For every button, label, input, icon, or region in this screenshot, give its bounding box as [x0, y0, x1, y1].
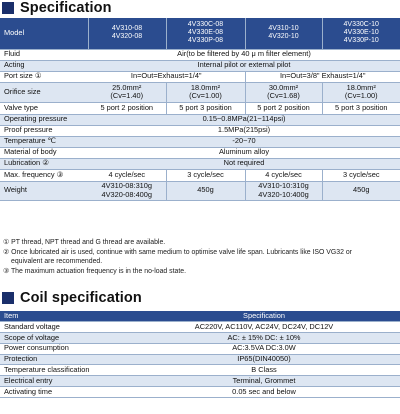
operating-pressure-row [0, 114, 400, 125]
material-value: Aluminum alloy [88, 147, 400, 158]
proof-pressure-row [0, 125, 400, 136]
heading-square-icon [2, 2, 14, 14]
note-3-icon: ③ [56, 169, 64, 179]
coil-value: Terminal, Grommet [128, 376, 400, 387]
coil-item: Temperature classification [0, 365, 128, 376]
port-size-10: In=Out=3/8" Exhaust=1/4" [245, 71, 400, 82]
footnote: ③ The maximum actuation frequency is in the no-load state. [3, 267, 187, 275]
model-cell: 4V330C-08 4V330E-08 4V330P-08 [166, 18, 245, 49]
coil-value: AC: ± 15% DC: ± 10% [128, 332, 400, 343]
coil-row [0, 343, 400, 354]
orifice-value: 18.0mm² (Cv=1.00) [322, 82, 400, 102]
weight-value: 450g [322, 181, 400, 200]
model-cell: 4V330C-10 4V330E-10 4V330P-10 [322, 18, 400, 49]
coil-header-row [0, 311, 400, 321]
lubrication-value: Not required [88, 158, 400, 169]
temperature-label: Temperature ℃ [0, 136, 88, 147]
coil-specification-title: Coil specification [20, 290, 142, 306]
max-frequency-value: 3 cycle/sec [166, 169, 245, 181]
temperature-value: -20~70 [88, 136, 400, 147]
specification-heading [2, 0, 112, 16]
model-cell: 4V310-10 4V320-10 [245, 18, 322, 49]
coil-item: Activating time [0, 387, 128, 398]
acting-label: Acting [0, 60, 88, 71]
port-size-08: In=Out=Exhaust=1/4" [88, 71, 245, 82]
specification-table [0, 18, 400, 201]
valve-type-value: 5 port 2 position [245, 102, 322, 114]
fluid-value: Air(to be filtered by 40 μ m filter element) [88, 49, 400, 60]
coil-specification-heading [2, 290, 142, 306]
coil-value: IP65(DIN40050) [128, 354, 400, 365]
weight-value: 450g [166, 181, 245, 200]
coil-specification-table [0, 311, 400, 398]
coil-row [0, 354, 400, 365]
model-header-row [0, 18, 400, 49]
specification-title: Specification [20, 0, 112, 16]
footnote: ① PT thread, NPT thread and G thread are available. [3, 239, 166, 246]
max-frequency-value: 4 cycle/sec [88, 169, 166, 181]
coil-row [0, 387, 400, 398]
max-frequency-value: 4 cycle/sec [245, 169, 322, 181]
orifice-value: 18.0mm² (Cv=1.00) [166, 82, 245, 102]
material-label: Material of body [0, 147, 88, 158]
max-frequency-label: Max. frequency ③ [0, 169, 88, 181]
operating-pressure-label: Operating pressure [0, 114, 88, 125]
orifice-label: Orifice size [0, 82, 88, 102]
proof-pressure-label: Proof pressure [0, 125, 88, 136]
max-frequency-row [0, 169, 400, 181]
model-label: Model [0, 18, 88, 49]
coil-item: Power consumption [0, 343, 128, 354]
footnotes [3, 238, 399, 276]
acting-row [0, 60, 400, 71]
coil-item: Scope of voltage [0, 332, 128, 343]
orifice-row [0, 82, 400, 102]
max-frequency-value: 3 cycle/sec [322, 169, 400, 181]
coil-header-spec: Specification [128, 311, 400, 321]
orifice-value: 25.0mm² (Cv=1.40) [88, 82, 166, 102]
coil-item: Electrical entry [0, 376, 128, 387]
acting-value: Internal pilot or external pilot [88, 60, 400, 71]
fluid-row [0, 49, 400, 60]
footnote: ② Once lubricated air is used, continue with same medium to optimise valve life span. Lubricants like ISO VG32 or [3, 248, 352, 256]
lubrication-label: Lubrication ② [0, 158, 88, 169]
temperature-row [0, 136, 400, 147]
coil-row [0, 365, 400, 376]
fluid-label: Fluid [0, 49, 88, 60]
weight-row [0, 181, 400, 200]
coil-item: Protection [0, 354, 128, 365]
heading-square-icon [2, 292, 14, 304]
coil-value: AC220V, AC110V, AC24V, DC24V, DC12V [128, 321, 400, 332]
coil-value: AC:3.5VA DC:3.0W [128, 343, 400, 354]
proof-pressure-value: 1.5MPa(215psi) [88, 125, 400, 136]
coil-item: Standard voltage [0, 321, 128, 332]
valve-type-label: Valve type [0, 102, 88, 114]
orifice-value: 30.0mm² (Cv=1.68) [245, 82, 322, 102]
port-size-label: Port size ① [0, 71, 88, 82]
valve-type-value: 5 port 3 position [322, 102, 400, 114]
note-1-icon: ① [34, 71, 42, 81]
coil-row [0, 376, 400, 387]
valve-type-row [0, 102, 400, 114]
model-cell: 4V310-08 4V320-08 [88, 18, 166, 49]
coil-value: B Class [128, 365, 400, 376]
footnote: equivalent are recommended. [11, 258, 103, 266]
coil-row [0, 321, 400, 332]
operating-pressure-value: 0.15~0.8MPa(21~114psi) [88, 114, 400, 125]
port-size-row [0, 71, 400, 82]
valve-type-value: 5 port 2 position [88, 102, 166, 114]
coil-header-item: Item [0, 311, 128, 321]
material-row [0, 147, 400, 158]
valve-type-value: 5 port 3 position [166, 102, 245, 114]
coil-row [0, 332, 400, 343]
lubrication-row [0, 158, 400, 169]
weight-value: 4V310-10:310g 4V320-10:400g [245, 181, 322, 200]
weight-label: Weight [0, 181, 88, 200]
weight-value: 4V310-08:310g 4V320-08:400g [88, 181, 166, 200]
note-2-icon: ② [42, 158, 49, 168]
coil-value: 0.05 sec and below [128, 387, 400, 398]
